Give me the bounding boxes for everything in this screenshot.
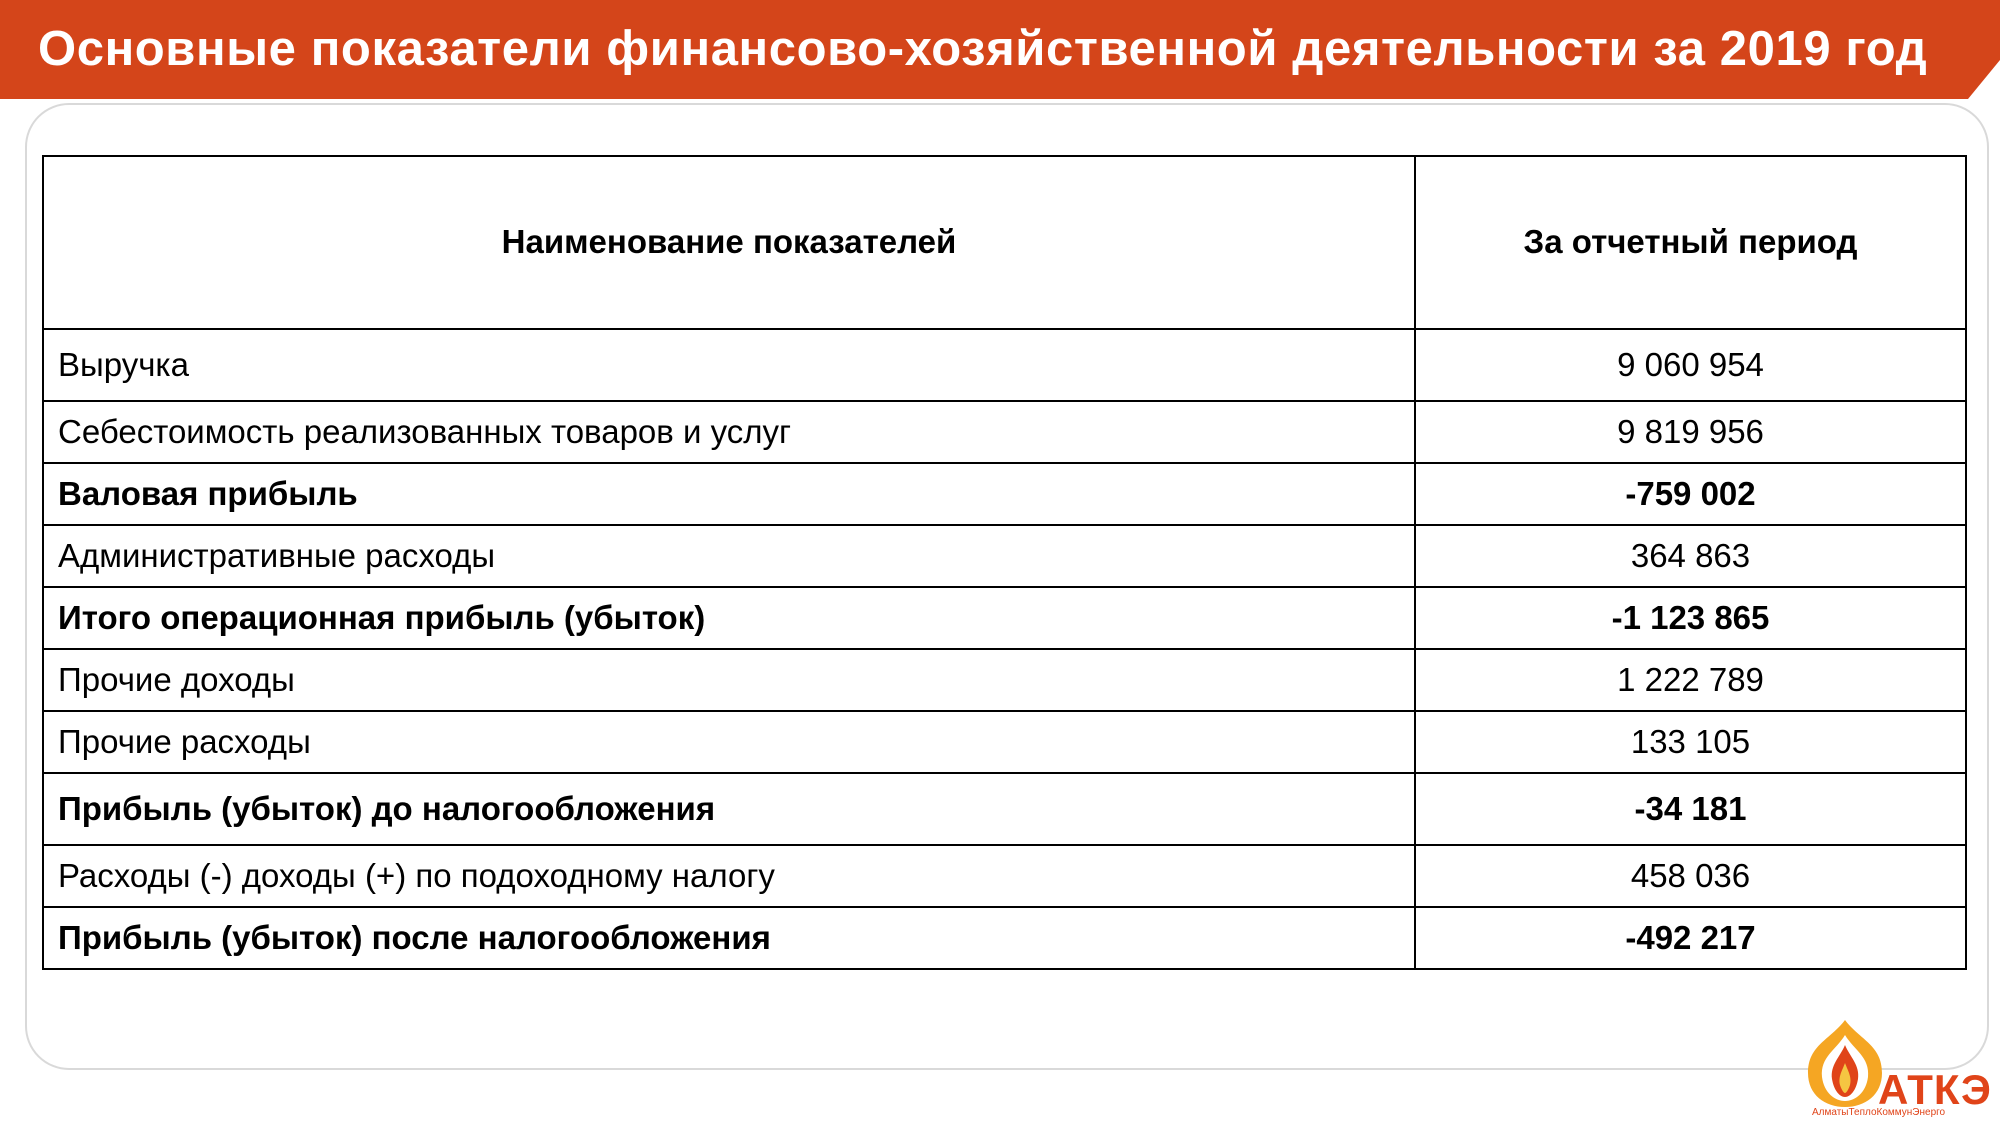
indicator-value: 364 863 bbox=[1415, 525, 1966, 587]
column-header-period: За отчетный период bbox=[1415, 156, 1966, 329]
indicator-value: -34 181 bbox=[1415, 773, 1966, 845]
indicator-value: -492 217 bbox=[1415, 907, 1966, 969]
table-row bbox=[43, 525, 1966, 587]
flame-logo-icon bbox=[1800, 1015, 1890, 1115]
table-row bbox=[43, 401, 1966, 463]
table-row bbox=[43, 329, 1966, 401]
title-bar bbox=[0, 0, 2000, 99]
indicator-name: Расходы (-) доходы (+) по подоходному налогу bbox=[43, 845, 1415, 907]
indicator-value: -1 123 865 bbox=[1415, 587, 1966, 649]
table-row bbox=[43, 845, 1966, 907]
indicator-name: Выручка bbox=[43, 329, 1415, 401]
table-row bbox=[43, 649, 1966, 711]
indicator-name: Валовая прибыль bbox=[43, 463, 1415, 525]
column-header-indicator: Наименование показателей bbox=[43, 156, 1415, 329]
table-header-row bbox=[43, 156, 1966, 329]
indicator-value: 9 060 954 bbox=[1415, 329, 1966, 401]
table-row bbox=[43, 711, 1966, 773]
indicator-value: 458 036 bbox=[1415, 845, 1966, 907]
table-row bbox=[43, 907, 1966, 969]
indicator-name: Итого операционная прибыль (убыток) bbox=[43, 587, 1415, 649]
indicator-name: Прибыль (убыток) до налогообложения bbox=[43, 773, 1415, 845]
indicator-name: Административные расходы bbox=[43, 525, 1415, 587]
indicator-name: Прочие доходы bbox=[43, 649, 1415, 711]
logo-subtitle: АлматыТеплоКоммунЭнерго bbox=[1812, 1107, 1946, 1118]
table-row bbox=[43, 587, 1966, 649]
table-body bbox=[43, 329, 1966, 969]
logo-name: АТКЭ bbox=[1878, 1066, 1992, 1113]
indicator-value: 9 819 956 bbox=[1415, 401, 1966, 463]
indicator-value: -759 002 bbox=[1415, 463, 1966, 525]
indicator-name: Прибыль (убыток) после налогообложения bbox=[43, 907, 1415, 969]
table-row bbox=[43, 773, 1966, 845]
table-row bbox=[43, 463, 1966, 525]
indicator-value: 1 222 789 bbox=[1415, 649, 1966, 711]
indicator-value: 133 105 bbox=[1415, 711, 1966, 773]
indicator-name: Себестоимость реализованных товаров и услуг bbox=[43, 401, 1415, 463]
financial-table bbox=[42, 155, 1967, 970]
page-title: Основные показатели финансово-хозяйственной деятельности за 2019 год bbox=[38, 22, 1928, 76]
indicator-name: Прочие расходы bbox=[43, 711, 1415, 773]
